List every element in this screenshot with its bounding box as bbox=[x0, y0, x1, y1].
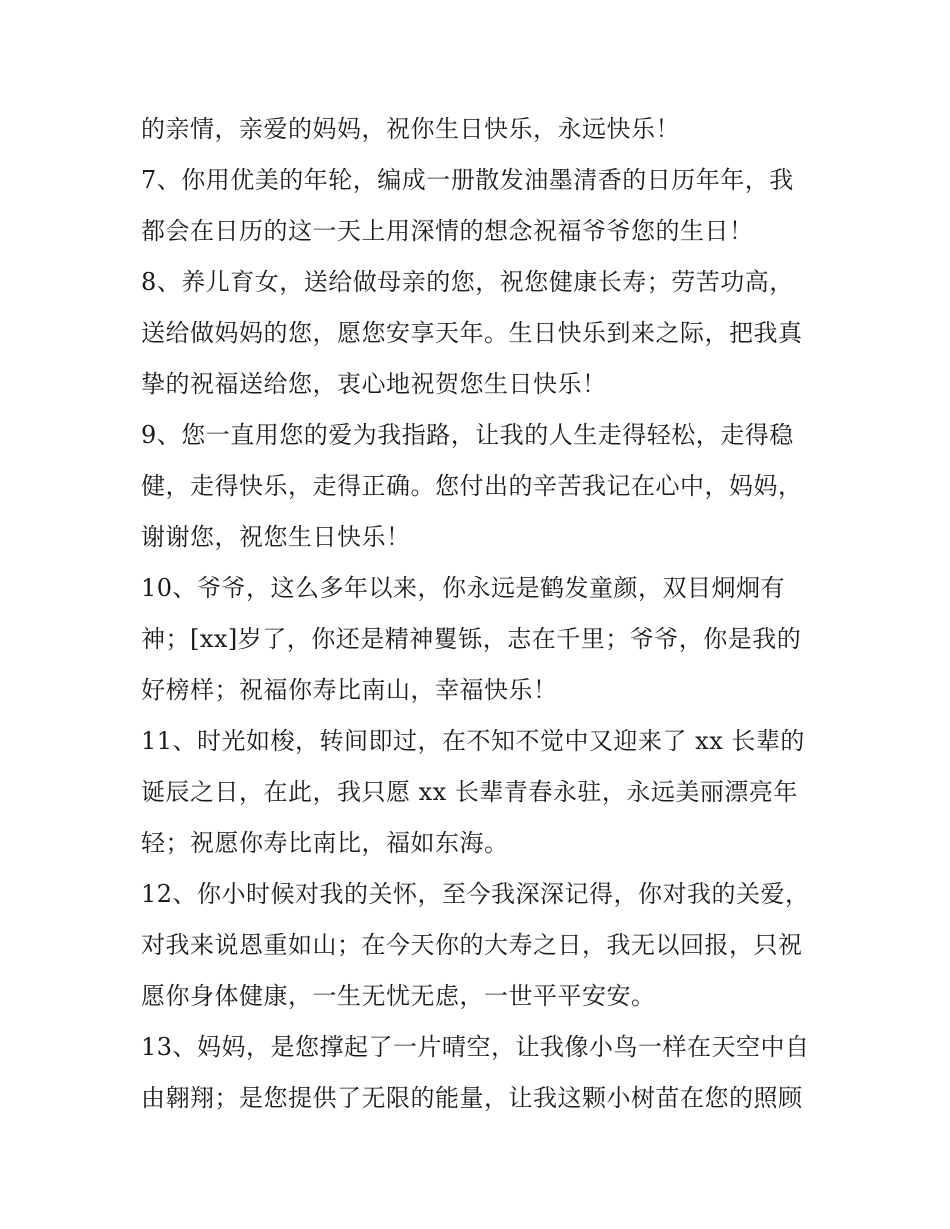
text-line: 谢谢您，祝您生日快乐！ bbox=[141, 523, 411, 551]
text-line: 好榜样；祝福你寿比南山，幸福快乐！ bbox=[141, 676, 558, 704]
text-line: 对我来说恩重如山；在今天你的大寿之日，我无以回报，只祝 bbox=[141, 931, 803, 959]
text-line: 10、爷爷，这么多年以来，你永远是鹤发童颜，双目炯炯有 bbox=[141, 574, 786, 602]
text-line: 诞辰之日，在此，我只愿 xx 长辈青春永驻，永远美丽漂亮年 bbox=[141, 778, 798, 806]
document-body bbox=[141, 104, 821, 1124]
text-line: 愿你身体健康，一生无忧无虑，一世平平安安。 bbox=[141, 982, 656, 1010]
text-line: 12、你小时候对我的关怀，至今我深深记得，你对我的关爱， bbox=[141, 880, 810, 908]
text-line: 9、您一直用您的爱为我指路，让我的人生走得轻松，走得稳 bbox=[141, 421, 794, 449]
text-line: 轻；祝愿你寿比南比，福如东海。 bbox=[141, 829, 509, 857]
text-line: 由翱翔；是您提供了无限的能量，让我这颗小树苗在您的照顾 bbox=[141, 1084, 803, 1112]
text-line: 11、时光如梭，转间即过，在不知不觉中又迎来了 xx 长辈的 bbox=[141, 727, 805, 755]
text-line: 8、养儿育女，送给做母亲的您，祝您健康长寿；劳苦功高， bbox=[141, 268, 794, 296]
text-line: 健，走得快乐，走得正确。您付出的辛苦我记在心中，妈妈， bbox=[141, 472, 803, 500]
text-line: 神；[xx]岁了，你还是精神矍铄，志在千里；爷爷，你是我的 bbox=[141, 625, 802, 653]
text-line: 的亲情，亲爱的妈妈，祝你生日快乐，永远快乐！ bbox=[141, 115, 680, 143]
text-line: 13、妈妈，是您撑起了一片晴空，让我像小鸟一样在天空中自 bbox=[141, 1033, 810, 1061]
text-line: 送给做妈妈的您，愿您安享天年。生日快乐到来之际，把我真 bbox=[141, 319, 803, 347]
text-line: 都会在日历的这一天上用深情的想念祝福爷爷您的生日！ bbox=[141, 217, 754, 245]
text-line: 挚的祝福送给您，衷心地祝贺您生日快乐！ bbox=[141, 370, 607, 398]
text-line: 7、你用优美的年轮，编成一册散发油墨清香的日历年年，我 bbox=[141, 166, 794, 194]
